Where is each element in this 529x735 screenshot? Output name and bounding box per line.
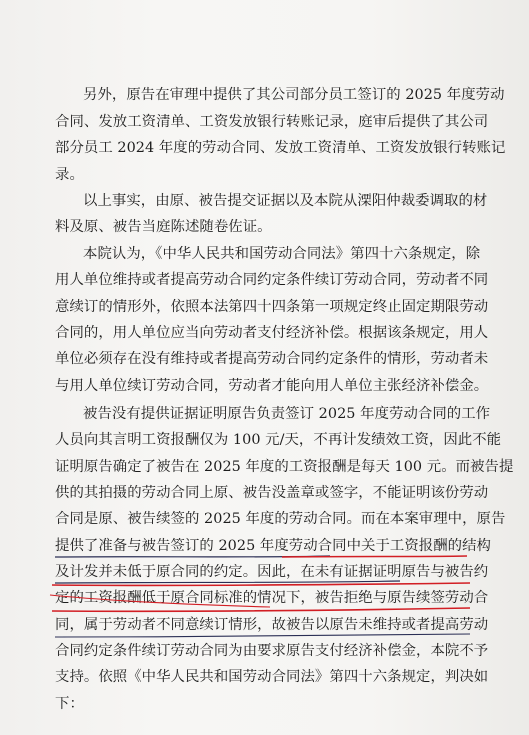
text-line: 另外，原告在审理中提供了其公司部分员工签订的 2025 年度劳动 <box>83 87 505 103</box>
text-line: 合同是原、被告续签的 2025 年度的劳动合同。而在本案审理中，原告 <box>55 511 506 527</box>
text-line: 提供了准备与被告签订的 2025 年度劳动合同中关于工资报酬的结构 <box>55 538 491 554</box>
text-line: 人员向其言明工资报酬仅为 100 元/天，不再计发绩效工资，因此不能 <box>55 432 502 448</box>
text-line: 被告没有提供证据证明原告负责签订 2025 年度劳动合同的工作 <box>83 406 491 422</box>
text-line: 意续订的情形外，依照本法第四十四条第一项规定终止固定期限劳动 <box>55 299 489 315</box>
text-line: 支持。依照《中华人民共和国劳动合同法》第四十六条规定，判决如 <box>55 669 489 685</box>
text-line: 供的其拍摄的劳动合同上原、被告没盖章或签字，不能证明该份劳动 <box>55 485 489 501</box>
text-line: 证明原告确定了被告在 2025 年度的工资报酬是每天 100 元。而被告提 <box>55 459 514 475</box>
text-line: 合同、发放工资清单、工资发放银行转账记录，庭审后提供了其公司 <box>55 114 489 130</box>
text-line: 单位必须存在没有维持或者提高劳动合同约定条件的情形，劳动者未 <box>55 351 489 367</box>
text-line: 同，属于劳动者不同意续订情形，故被告以原告未维持或者提高劳动 <box>55 617 489 633</box>
text-line: 下： <box>55 696 84 712</box>
scan-artifact <box>330 727 370 733</box>
underline-stroke <box>55 581 400 583</box>
underline-stroke <box>282 556 467 557</box>
text-line: 录。 <box>55 167 84 183</box>
text-line: 本院认为，《中华人民共和国劳动合同法》第四十六条规定，除 <box>83 246 481 262</box>
underline-stroke <box>52 608 470 611</box>
text-line: 用人单位维持或者提高劳动合同约定条件续订劳动合同，劳动者不同 <box>55 272 489 288</box>
text-line: 与用人单位续订劳动合同，劳动者才能向用人单位主张经济补偿金。 <box>55 378 489 394</box>
underline-stroke <box>55 634 470 637</box>
text-line: 及计发并未低于原合同的约定。因此，在未有证据证明原告与被告约 <box>55 564 489 580</box>
underline-stroke <box>52 583 470 585</box>
underline-stroke <box>55 556 330 557</box>
text-line: 合同的，用人单位应当向劳动者支付经济补偿。根据该条规定，用人 <box>55 325 489 341</box>
text-line: 以上事实，由原、被告提交证据以及本院从溧阳仲裁委调取的材 <box>83 193 488 209</box>
text-line: 部分员工 2024 年度的劳动合同、发放工资清单、工资发放银行转账记 <box>55 140 506 156</box>
text-line: 料及原、被告当庭陈述随卷佐证。 <box>55 219 272 235</box>
text-line: 定的工资报酬低于原合同标准的情况下，被告拒绝与原告续签劳动合 <box>55 590 489 606</box>
text-line: 合同约定条件续订劳动合同为由要求原告支付经济补偿金，本院不予 <box>55 643 489 659</box>
